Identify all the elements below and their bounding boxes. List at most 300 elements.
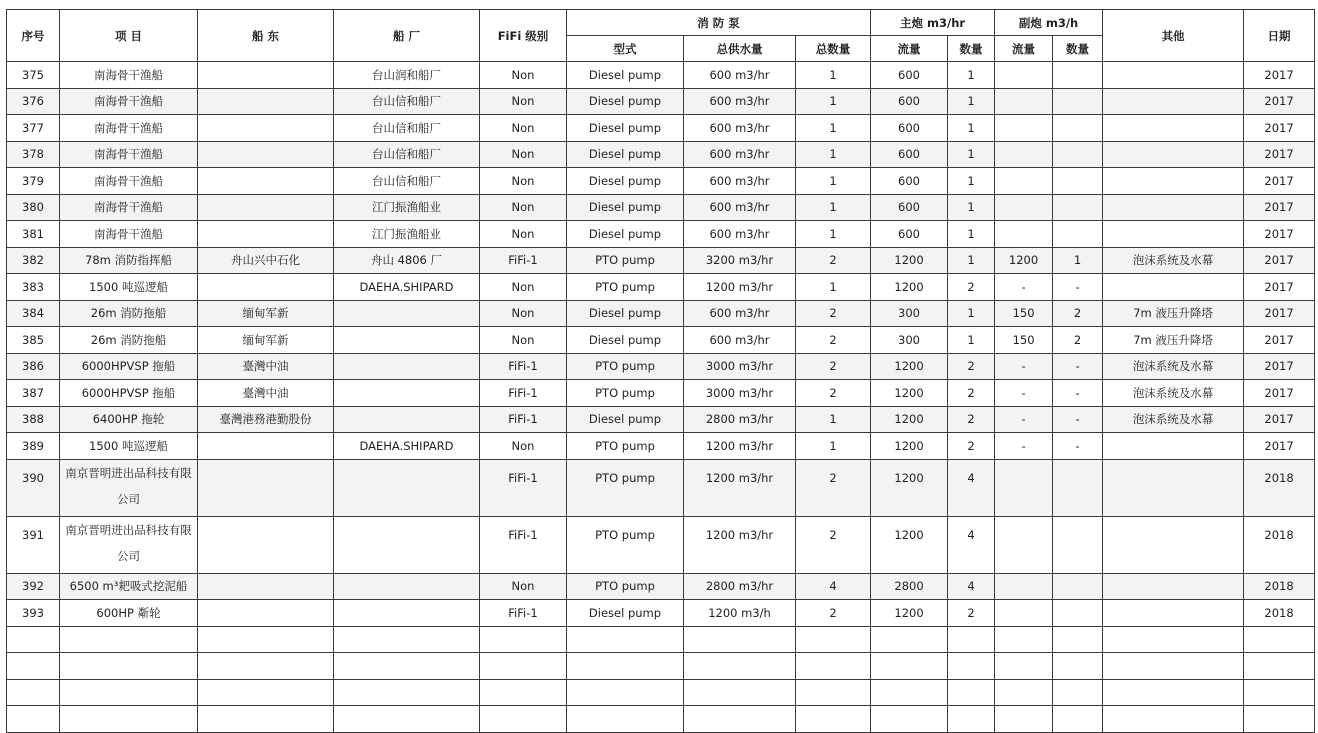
cell-no: 390 bbox=[7, 459, 60, 516]
cell-pump-total-flow: 600 m3/hr bbox=[684, 141, 796, 168]
cell-fifi-class: Non bbox=[480, 168, 567, 195]
cell-pump-total-qty: 4 bbox=[796, 573, 871, 600]
cell-owner: 舟山兴中石化 bbox=[198, 247, 334, 274]
empty-cell bbox=[334, 679, 480, 706]
cell-other bbox=[1103, 433, 1244, 460]
cell-main-flow: 1200 bbox=[871, 247, 948, 274]
empty-cell bbox=[796, 653, 871, 680]
cell-main-qty: 2 bbox=[948, 433, 995, 460]
cell-pump-total-flow: 600 m3/hr bbox=[684, 300, 796, 327]
cell-pump-type: PTO pump bbox=[567, 433, 684, 460]
cell-fifi-class: Non bbox=[480, 115, 567, 142]
empty-cell bbox=[948, 679, 995, 706]
cell-owner bbox=[198, 433, 334, 460]
header-aux-flow: 流量 bbox=[995, 36, 1053, 62]
cell-date: 2017 bbox=[1244, 221, 1315, 248]
cell-fifi-class: Non bbox=[480, 433, 567, 460]
cell-pump-total-qty: 2 bbox=[796, 459, 871, 516]
cell-aux-flow bbox=[995, 573, 1053, 600]
cell-shipyard bbox=[334, 300, 480, 327]
cell-no: 386 bbox=[7, 353, 60, 380]
empty-cell bbox=[7, 653, 60, 680]
empty-cell bbox=[7, 626, 60, 653]
cell-project: 78m 消防指挥船 bbox=[60, 247, 198, 274]
empty-cell bbox=[334, 706, 480, 733]
cell-other: 泡沫系统及水幕 bbox=[1103, 380, 1244, 407]
cell-main-flow: 1200 bbox=[871, 380, 948, 407]
cell-pump-type: Diesel pump bbox=[567, 115, 684, 142]
cell-other: 7m 液压升降塔 bbox=[1103, 327, 1244, 354]
cell-pump-total-flow: 1200 m3/hr bbox=[684, 433, 796, 460]
cell-main-qty: 4 bbox=[948, 459, 995, 516]
header-pump-type: 型式 bbox=[567, 36, 684, 62]
cell-date: 2018 bbox=[1244, 573, 1315, 600]
cell-main-flow: 600 bbox=[871, 141, 948, 168]
cell-pump-total-qty: 2 bbox=[796, 600, 871, 627]
cell-other bbox=[1103, 62, 1244, 89]
cell-pump-total-flow: 1200 m3/hr bbox=[684, 516, 796, 573]
empty-cell bbox=[480, 706, 567, 733]
cell-pump-type: PTO pump bbox=[567, 573, 684, 600]
cell-main-flow: 1200 bbox=[871, 516, 948, 573]
cell-shipyard: DAEHA.SHIPARD bbox=[334, 274, 480, 301]
cell-pump-total-flow: 600 m3/hr bbox=[684, 88, 796, 115]
empty-cell bbox=[1053, 679, 1103, 706]
cell-no: 393 bbox=[7, 600, 60, 627]
cell-date: 2017 bbox=[1244, 88, 1315, 115]
empty-row bbox=[7, 626, 1315, 653]
cell-no: 388 bbox=[7, 406, 60, 433]
cell-pump-total-flow: 2800 m3/hr bbox=[684, 573, 796, 600]
cell-shipyard: 江门振渔船业 bbox=[334, 221, 480, 248]
cell-main-qty: 1 bbox=[948, 168, 995, 195]
cell-pump-total-flow: 600 m3/hr bbox=[684, 168, 796, 195]
cell-project: 南京晋明进出品科技有限公司 bbox=[60, 516, 198, 573]
cell-other bbox=[1103, 516, 1244, 573]
cell-aux-qty: - bbox=[1053, 353, 1103, 380]
table-row bbox=[7, 247, 1315, 274]
cell-main-flow: 600 bbox=[871, 194, 948, 221]
cell-main-qty: 1 bbox=[948, 194, 995, 221]
cell-aux-qty: - bbox=[1053, 274, 1103, 301]
cell-date: 2017 bbox=[1244, 406, 1315, 433]
cell-pump-type: PTO pump bbox=[567, 274, 684, 301]
cell-shipyard: 舟山 4806 厂 bbox=[334, 247, 480, 274]
cell-main-qty: 1 bbox=[948, 221, 995, 248]
cell-fifi-class: Non bbox=[480, 300, 567, 327]
table-row bbox=[7, 600, 1315, 627]
cell-aux-flow: - bbox=[995, 406, 1053, 433]
cell-pump-total-flow: 600 m3/hr bbox=[684, 115, 796, 142]
cell-aux-qty: - bbox=[1053, 433, 1103, 460]
empty-cell bbox=[684, 626, 796, 653]
cell-fifi-class: FiFi-1 bbox=[480, 600, 567, 627]
empty-cell bbox=[995, 626, 1053, 653]
cell-shipyard bbox=[334, 600, 480, 627]
header-pump-total-qty: 总数量 bbox=[796, 36, 871, 62]
cell-aux-flow bbox=[995, 88, 1053, 115]
cell-no: 383 bbox=[7, 274, 60, 301]
header-aux-monitor-group: 副炮 m3/h bbox=[995, 10, 1103, 36]
cell-other bbox=[1103, 194, 1244, 221]
cell-aux-qty bbox=[1053, 516, 1103, 573]
cell-no: 382 bbox=[7, 247, 60, 274]
header-shipyard: 船 厂 bbox=[334, 10, 480, 62]
cell-no: 392 bbox=[7, 573, 60, 600]
cell-pump-type: PTO pump bbox=[567, 380, 684, 407]
cell-project: 6400HP 拖轮 bbox=[60, 406, 198, 433]
empty-cell bbox=[60, 626, 198, 653]
cell-project: 26m 消防拖船 bbox=[60, 327, 198, 354]
cell-owner bbox=[198, 141, 334, 168]
cell-date: 2017 bbox=[1244, 300, 1315, 327]
cell-aux-flow bbox=[995, 221, 1053, 248]
cell-pump-total-qty: 2 bbox=[796, 353, 871, 380]
cell-project: 南海骨干渔船 bbox=[60, 194, 198, 221]
table-row bbox=[7, 300, 1315, 327]
cell-pump-total-qty: 1 bbox=[796, 221, 871, 248]
cell-no: 385 bbox=[7, 327, 60, 354]
cell-other bbox=[1103, 600, 1244, 627]
cell-owner bbox=[198, 88, 334, 115]
cell-main-flow: 1200 bbox=[871, 600, 948, 627]
cell-other bbox=[1103, 168, 1244, 195]
empty-cell bbox=[796, 706, 871, 733]
cell-other bbox=[1103, 221, 1244, 248]
cell-other bbox=[1103, 115, 1244, 142]
cell-aux-qty bbox=[1053, 459, 1103, 516]
fire-pump-project-table bbox=[6, 9, 1315, 733]
cell-pump-total-qty: 1 bbox=[796, 433, 871, 460]
cell-pump-total-qty: 1 bbox=[796, 194, 871, 221]
table-row bbox=[7, 406, 1315, 433]
cell-pump-total-flow: 1200 m3/h bbox=[684, 600, 796, 627]
cell-project: 南海骨干渔船 bbox=[60, 115, 198, 142]
header-main-qty: 数量 bbox=[948, 36, 995, 62]
cell-pump-total-flow: 3000 m3/hr bbox=[684, 353, 796, 380]
table-row bbox=[7, 141, 1315, 168]
cell-fifi-class: Non bbox=[480, 573, 567, 600]
cell-no: 375 bbox=[7, 62, 60, 89]
cell-no: 389 bbox=[7, 433, 60, 460]
cell-date: 2017 bbox=[1244, 327, 1315, 354]
cell-other bbox=[1103, 88, 1244, 115]
cell-pump-type: Diesel pump bbox=[567, 88, 684, 115]
cell-owner bbox=[198, 62, 334, 89]
empty-cell bbox=[1244, 626, 1315, 653]
cell-main-qty: 2 bbox=[948, 274, 995, 301]
cell-owner: 缅甸军新 bbox=[198, 327, 334, 354]
cell-aux-qty bbox=[1053, 221, 1103, 248]
cell-pump-total-flow: 600 m3/hr bbox=[684, 327, 796, 354]
cell-main-qty: 1 bbox=[948, 327, 995, 354]
cell-aux-qty: - bbox=[1053, 380, 1103, 407]
cell-shipyard bbox=[334, 459, 480, 516]
cell-main-flow: 600 bbox=[871, 168, 948, 195]
header-pump-total-flow: 总供水量 bbox=[684, 36, 796, 62]
cell-owner bbox=[198, 600, 334, 627]
table-row bbox=[7, 194, 1315, 221]
cell-aux-flow: 1200 bbox=[995, 247, 1053, 274]
cell-aux-flow: 150 bbox=[995, 300, 1053, 327]
empty-row bbox=[7, 653, 1315, 680]
cell-project: 南海骨干渔船 bbox=[60, 168, 198, 195]
cell-shipyard bbox=[334, 327, 480, 354]
empty-cell bbox=[871, 679, 948, 706]
cell-shipyard: 台山信和船厂 bbox=[334, 141, 480, 168]
cell-main-qty: 2 bbox=[948, 380, 995, 407]
cell-aux-flow bbox=[995, 168, 1053, 195]
header-no: 序号 bbox=[7, 10, 60, 62]
cell-main-qty: 1 bbox=[948, 247, 995, 274]
cell-aux-qty bbox=[1053, 88, 1103, 115]
cell-pump-total-qty: 1 bbox=[796, 88, 871, 115]
cell-date: 2017 bbox=[1244, 141, 1315, 168]
cell-shipyard: 台山信和船厂 bbox=[334, 168, 480, 195]
cell-no: 391 bbox=[7, 516, 60, 573]
cell-main-qty: 4 bbox=[948, 516, 995, 573]
cell-aux-qty bbox=[1053, 600, 1103, 627]
table-row bbox=[7, 115, 1315, 142]
cell-no: 381 bbox=[7, 221, 60, 248]
cell-shipyard bbox=[334, 353, 480, 380]
cell-pump-type: PTO pump bbox=[567, 353, 684, 380]
empty-cell bbox=[995, 653, 1053, 680]
header-fifi-class: FiFi 级别 bbox=[480, 10, 567, 62]
cell-no: 376 bbox=[7, 88, 60, 115]
empty-cell bbox=[995, 679, 1053, 706]
cell-aux-qty bbox=[1053, 115, 1103, 142]
empty-cell bbox=[480, 626, 567, 653]
cell-pump-total-flow: 1200 m3/hr bbox=[684, 459, 796, 516]
empty-cell bbox=[948, 706, 995, 733]
cell-aux-qty: 2 bbox=[1053, 327, 1103, 354]
cell-fifi-class: FiFi-1 bbox=[480, 516, 567, 573]
empty-cell bbox=[995, 706, 1053, 733]
cell-fifi-class: FiFi-1 bbox=[480, 459, 567, 516]
empty-cell bbox=[198, 679, 334, 706]
cell-aux-flow: - bbox=[995, 433, 1053, 460]
table-row bbox=[7, 88, 1315, 115]
cell-owner bbox=[198, 221, 334, 248]
cell-pump-type: Diesel pump bbox=[567, 168, 684, 195]
cell-aux-qty bbox=[1053, 168, 1103, 195]
cell-project: 南京晋明进出品科技有限公司 bbox=[60, 459, 198, 516]
cell-owner: 臺灣中油 bbox=[198, 380, 334, 407]
cell-date: 2018 bbox=[1244, 516, 1315, 573]
cell-aux-flow: - bbox=[995, 274, 1053, 301]
empty-cell bbox=[1244, 706, 1315, 733]
cell-project: 600HP 斴轮 bbox=[60, 600, 198, 627]
cell-pump-type: Diesel pump bbox=[567, 221, 684, 248]
cell-aux-flow bbox=[995, 141, 1053, 168]
cell-other: 7m 液压升降塔 bbox=[1103, 300, 1244, 327]
empty-cell bbox=[796, 679, 871, 706]
cell-pump-total-flow: 1200 m3/hr bbox=[684, 274, 796, 301]
empty-cell bbox=[948, 653, 995, 680]
cell-main-flow: 300 bbox=[871, 300, 948, 327]
cell-project: 1500 吨巡逻船 bbox=[60, 433, 198, 460]
cell-fifi-class: Non bbox=[480, 141, 567, 168]
cell-pump-total-qty: 2 bbox=[796, 380, 871, 407]
empty-cell bbox=[60, 679, 198, 706]
cell-date: 2017 bbox=[1244, 247, 1315, 274]
cell-other: 泡沫系统及水幕 bbox=[1103, 353, 1244, 380]
cell-main-qty: 1 bbox=[948, 300, 995, 327]
cell-aux-flow bbox=[995, 459, 1053, 516]
cell-fifi-class: Non bbox=[480, 274, 567, 301]
header-fire-pump-group: 消 防 泵 bbox=[567, 10, 871, 36]
table-row bbox=[7, 353, 1315, 380]
empty-cell bbox=[1103, 679, 1244, 706]
cell-aux-qty bbox=[1053, 194, 1103, 221]
cell-main-qty: 1 bbox=[948, 62, 995, 89]
empty-cell bbox=[567, 653, 684, 680]
cell-pump-type: Diesel pump bbox=[567, 600, 684, 627]
empty-cell bbox=[1244, 653, 1315, 680]
cell-owner: 缅甸军新 bbox=[198, 300, 334, 327]
cell-other bbox=[1103, 141, 1244, 168]
cell-pump-total-qty: 2 bbox=[796, 516, 871, 573]
empty-cell bbox=[60, 653, 198, 680]
cell-aux-qty bbox=[1053, 573, 1103, 600]
cell-fifi-class: FiFi-1 bbox=[480, 380, 567, 407]
cell-no: 378 bbox=[7, 141, 60, 168]
empty-cell bbox=[1103, 706, 1244, 733]
empty-cell bbox=[7, 706, 60, 733]
table-row bbox=[7, 168, 1315, 195]
cell-pump-total-qty: 2 bbox=[796, 300, 871, 327]
cell-fifi-class: Non bbox=[480, 194, 567, 221]
cell-date: 2017 bbox=[1244, 433, 1315, 460]
cell-main-qty: 2 bbox=[948, 406, 995, 433]
cell-main-flow: 600 bbox=[871, 221, 948, 248]
header-aux-qty: 数量 bbox=[1053, 36, 1103, 62]
empty-row bbox=[7, 706, 1315, 733]
empty-cell bbox=[684, 679, 796, 706]
cell-pump-total-qty: 2 bbox=[796, 327, 871, 354]
empty-cell bbox=[1103, 626, 1244, 653]
cell-aux-qty bbox=[1053, 141, 1103, 168]
cell-project: 6000HPVSP 拖船 bbox=[60, 353, 198, 380]
cell-project: 6000HPVSP 拖船 bbox=[60, 380, 198, 407]
cell-fifi-class: FiFi-1 bbox=[480, 247, 567, 274]
table-row bbox=[7, 459, 1315, 516]
cell-pump-total-flow: 3200 m3/hr bbox=[684, 247, 796, 274]
cell-fifi-class: FiFi-1 bbox=[480, 353, 567, 380]
header-owner: 船 东 bbox=[198, 10, 334, 62]
cell-shipyard bbox=[334, 573, 480, 600]
cell-project: 6500 m³耙吸式挖泥船 bbox=[60, 573, 198, 600]
cell-main-flow: 1200 bbox=[871, 433, 948, 460]
cell-pump-type: PTO pump bbox=[567, 516, 684, 573]
cell-owner bbox=[198, 194, 334, 221]
table-row bbox=[7, 516, 1315, 573]
cell-no: 387 bbox=[7, 380, 60, 407]
cell-owner bbox=[198, 115, 334, 142]
cell-pump-type: Diesel pump bbox=[567, 327, 684, 354]
cell-main-flow: 600 bbox=[871, 115, 948, 142]
cell-date: 2018 bbox=[1244, 459, 1315, 516]
cell-owner: 臺灣中油 bbox=[198, 353, 334, 380]
cell-pump-total-qty: 2 bbox=[796, 247, 871, 274]
cell-aux-qty bbox=[1053, 62, 1103, 89]
cell-project: 南海骨干渔船 bbox=[60, 141, 198, 168]
cell-no: 380 bbox=[7, 194, 60, 221]
empty-cell bbox=[1103, 653, 1244, 680]
cell-aux-flow bbox=[995, 516, 1053, 573]
cell-pump-type: Diesel pump bbox=[567, 300, 684, 327]
empty-cell bbox=[871, 706, 948, 733]
cell-pump-total-flow: 600 m3/hr bbox=[684, 221, 796, 248]
empty-row bbox=[7, 679, 1315, 706]
cell-aux-qty: 2 bbox=[1053, 300, 1103, 327]
cell-owner bbox=[198, 573, 334, 600]
cell-pump-total-flow: 2800 m3/hr bbox=[684, 406, 796, 433]
cell-pump-total-qty: 1 bbox=[796, 406, 871, 433]
table-row bbox=[7, 62, 1315, 89]
empty-cell bbox=[1244, 679, 1315, 706]
cell-shipyard: DAEHA.SHIPARD bbox=[334, 433, 480, 460]
cell-aux-flow bbox=[995, 194, 1053, 221]
cell-date: 2017 bbox=[1244, 115, 1315, 142]
cell-main-flow: 1200 bbox=[871, 353, 948, 380]
cell-fifi-class: Non bbox=[480, 62, 567, 89]
empty-cell bbox=[567, 679, 684, 706]
cell-aux-flow bbox=[995, 115, 1053, 142]
cell-date: 2017 bbox=[1244, 194, 1315, 221]
cell-owner bbox=[198, 459, 334, 516]
cell-no: 377 bbox=[7, 115, 60, 142]
table-row bbox=[7, 433, 1315, 460]
empty-cell bbox=[567, 706, 684, 733]
cell-pump-total-qty: 1 bbox=[796, 62, 871, 89]
empty-cell bbox=[567, 626, 684, 653]
cell-no: 384 bbox=[7, 300, 60, 327]
cell-other bbox=[1103, 459, 1244, 516]
cell-shipyard bbox=[334, 380, 480, 407]
cell-other: 泡沫系统及水幕 bbox=[1103, 247, 1244, 274]
cell-main-qty: 4 bbox=[948, 573, 995, 600]
empty-cell bbox=[871, 653, 948, 680]
empty-cell bbox=[480, 653, 567, 680]
cell-aux-flow: 150 bbox=[995, 327, 1053, 354]
cell-other: 泡沫系统及水幕 bbox=[1103, 406, 1244, 433]
cell-shipyard bbox=[334, 516, 480, 573]
cell-pump-total-flow: 600 m3/hr bbox=[684, 62, 796, 89]
cell-aux-flow bbox=[995, 600, 1053, 627]
cell-main-flow: 1200 bbox=[871, 274, 948, 301]
table-body bbox=[7, 62, 1315, 733]
cell-shipyard: 台山信和船厂 bbox=[334, 88, 480, 115]
header-date: 日期 bbox=[1244, 10, 1315, 62]
cell-main-flow: 600 bbox=[871, 62, 948, 89]
cell-main-qty: 1 bbox=[948, 141, 995, 168]
empty-cell bbox=[1053, 626, 1103, 653]
cell-project: 南海骨干渔船 bbox=[60, 221, 198, 248]
cell-project: 26m 消防拖船 bbox=[60, 300, 198, 327]
empty-cell bbox=[948, 626, 995, 653]
cell-main-qty: 2 bbox=[948, 600, 995, 627]
cell-main-flow: 1200 bbox=[871, 459, 948, 516]
cell-date: 2017 bbox=[1244, 62, 1315, 89]
cell-no: 379 bbox=[7, 168, 60, 195]
empty-cell bbox=[871, 626, 948, 653]
cell-owner bbox=[198, 168, 334, 195]
cell-aux-qty: - bbox=[1053, 406, 1103, 433]
cell-shipyard: 江门振渔船业 bbox=[334, 194, 480, 221]
empty-cell bbox=[198, 653, 334, 680]
